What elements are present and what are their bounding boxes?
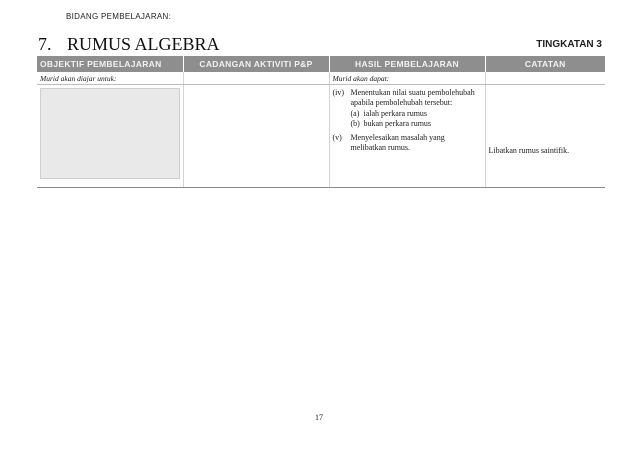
outcome-text: Menentukan nilai suatu pembolehubah apabila pembolehubah tersebut: (350, 88, 475, 107)
subheader-objectives: Murid akan diajar untuk: (37, 72, 183, 85)
outcomes-cell (329, 85, 485, 188)
shaded-empty-block (40, 88, 180, 179)
column-header-objectives: OBJEKTIF PEMBELAJARAN (37, 56, 183, 72)
section-number: 7. (38, 34, 52, 54)
section-title: RUMUS ALGEBRA (67, 34, 220, 54)
table-row (37, 85, 605, 188)
subitem-text: bukan perkara rumus (363, 119, 432, 128)
note-text: Libatkan rumus saintifik. (488, 146, 570, 155)
column-header-notes: CATATAN (485, 56, 605, 72)
outcome-number: (v) (332, 133, 342, 142)
subheader-activities (183, 72, 329, 85)
outcome-item (333, 133, 482, 153)
outcome-text: Menyelesaikan masalah yang melibatkan rumus. (350, 133, 445, 152)
page-number: 17 (315, 413, 323, 422)
column-header-outcomes: HASIL PEMBELAJARAN (329, 56, 485, 72)
outcome-number: (iv) (332, 88, 345, 97)
subheader-outcomes: Murid akan dapat: (329, 72, 485, 85)
outcome-subitem (351, 109, 482, 119)
column-header-activities: CADANGAN AKTIVITI P&P (183, 56, 329, 72)
syllabus-table (37, 56, 605, 188)
section-title-row (38, 34, 220, 55)
outcome-item (333, 88, 482, 108)
area-label: BIDANG PEMBELAJARAN: (66, 12, 172, 21)
subitem-text: ialah perkara rumus (363, 109, 428, 118)
subheader-notes (485, 72, 605, 85)
notes-cell (485, 85, 605, 188)
subitem-letter: (a) (350, 109, 360, 118)
outcome-subitem (351, 119, 482, 129)
table-header-row (37, 56, 605, 72)
level-label: TINGKATAN 3 (536, 39, 602, 50)
table-subheader-row (37, 72, 605, 85)
activities-cell (183, 85, 329, 188)
subitem-letter: (b) (350, 119, 360, 128)
objectives-cell (37, 85, 183, 188)
